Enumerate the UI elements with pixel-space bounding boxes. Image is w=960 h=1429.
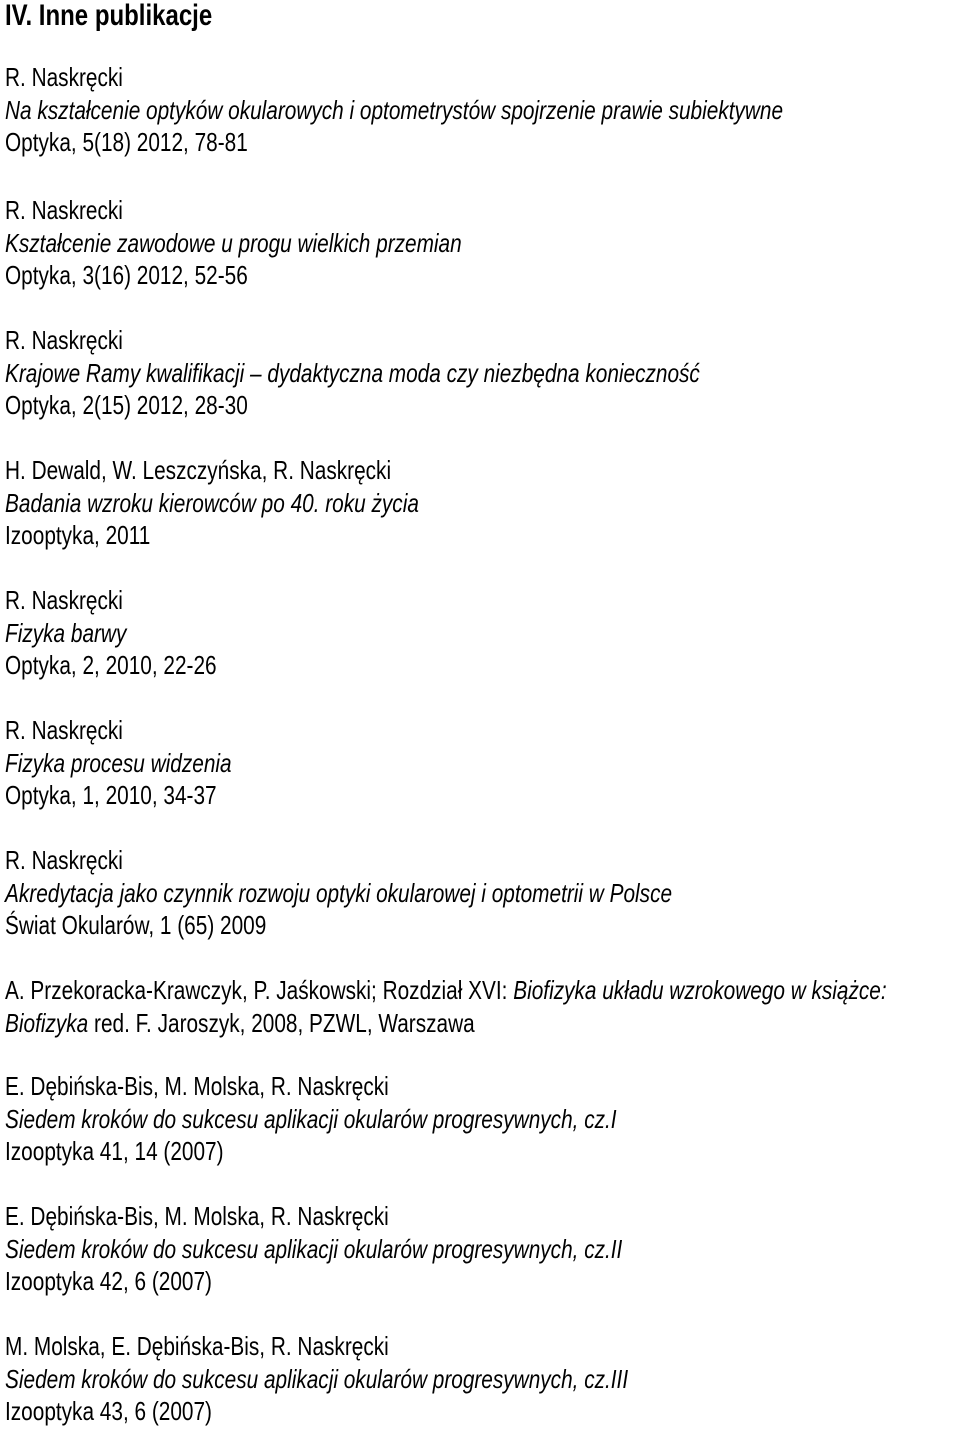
entry-title: Siedem kroków do sukcesu aplikacji okularów progresywnych, cz.I [5,1103,617,1134]
entry-authors: R. Naskręcki [5,62,123,92]
entry-citation-line-2 [5,1007,949,1040]
entry-citation-line-1 [5,974,949,1007]
publication-entry [5,324,949,422]
entry-title: Badania wzroku kierowców po 40. roku życia [5,487,419,518]
publication-entry [5,454,949,552]
entry-source: Optyka, 1, 2010, 34-37 [5,780,217,810]
publication-entry [5,61,949,159]
entry-title: Krajowe Ramy kwalifikacji – dydaktyczna moda czy niezbędna konieczność [5,357,700,388]
publication-entry [5,194,949,292]
entry-title: Kształcenie zawodowe u progu wielkich przemian [5,227,462,258]
entry-source: Izooptyka 43, 6 (2007) [5,1396,212,1426]
entry-source: Optyka, 2, 2010, 22-26 [5,650,217,680]
entry-source: Świat Okularów, 1 (65) 2009 [5,910,267,940]
publication-entry [5,1070,949,1168]
publication-entry [5,974,949,1039]
entry-authors: R. Naskręcki [5,845,123,875]
entry-source: Optyka, 2(15) 2012, 28-30 [5,390,248,420]
entry-title: Siedem kroków do sukcesu aplikacji okularów progresywnych, cz.III [5,1363,629,1394]
entry-source: red. F. Jaroszyk, 2008, PZWL, Warszawa [88,1007,475,1038]
publication-entry [5,1330,949,1428]
entry-title: Fizyka procesu widzenia [5,747,232,778]
entry-source: Optyka, 3(16) 2012, 52-56 [5,260,248,290]
entry-authors: H. Dewald, W. Leszczyńska, R. Naskręcki [5,455,392,485]
publication-entry [5,584,949,682]
entry-authors: R. Naskręcki [5,585,123,615]
entry-authors: M. Molska, E. Dębińska-Bis, R. Naskręcki [5,1331,389,1361]
entry-title: Siedem kroków do sukcesu aplikacji okularów progresywnych, cz.II [5,1233,623,1264]
entry-authors: E. Dębińska-Bis, M. Molska, R. Naskręcki [5,1071,389,1101]
entry-authors: R. Naskrecki [5,195,123,225]
entry-source: Optyka, 5(18) 2012, 78-81 [5,127,248,157]
entry-title: Na kształcenie optyków okularowych i optometrystów spojrzenie prawie subiektywne [5,94,784,125]
entry-authors: E. Dębińska-Bis, M. Molska, R. Naskręcki [5,1201,389,1231]
entry-source: Izooptyka 41, 14 (2007) [5,1136,224,1166]
entry-authors: R. Naskręcki [5,715,123,745]
entry-source: Izooptyka, 2011 [5,520,151,550]
section-heading: IV. Inne publikacje [5,0,213,32]
entry-title: Akredytacja jako czynnik rozwoju optyki okularowej i optometrii w Polsce [5,877,673,908]
entry-source: Izooptyka 42, 6 (2007) [5,1266,212,1296]
entry-title: Fizyka barwy [5,617,127,648]
entry-title: Biofizyka układu wzrokowego w książce: [513,975,887,1005]
publication-entry [5,844,949,942]
book-title: Biofizyka [5,1007,89,1038]
publication-entry [5,714,949,812]
entry-authors: A. Przekoracka-Krawczyk, P. Jaśkowski; Rozdział XVI: [5,975,514,1005]
entry-authors: R. Naskręcki [5,325,123,355]
publication-entry [5,1200,949,1298]
